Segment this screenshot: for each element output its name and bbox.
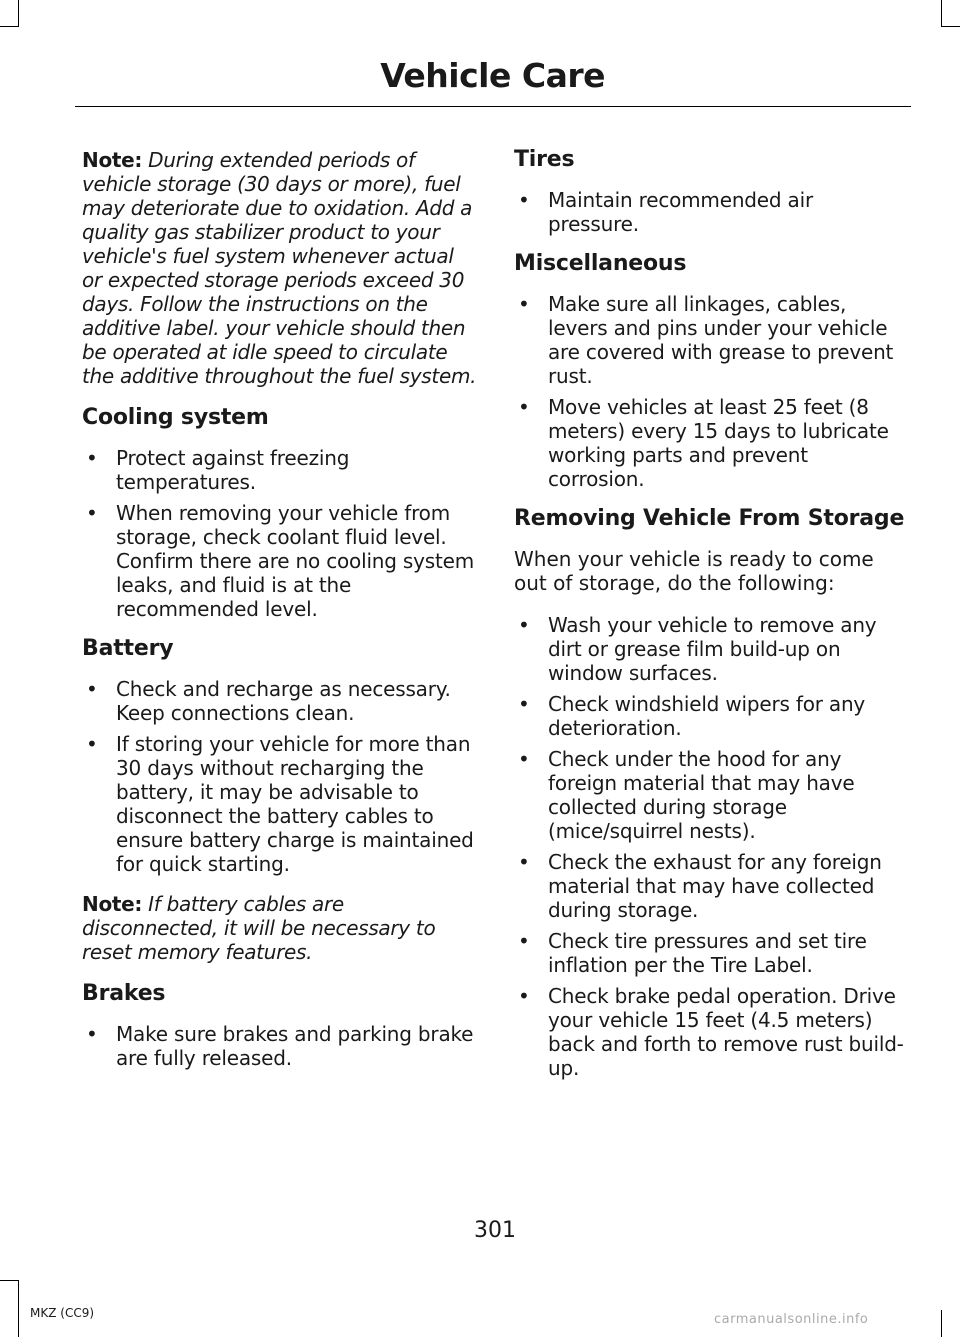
- list-item: • Make sure brakes and parking brake are fully released.: [86, 1022, 474, 1070]
- bullet-icon: •: [86, 677, 98, 701]
- removing-list: [514, 613, 909, 1080]
- tires-heading: Tires: [514, 147, 575, 172]
- page-number: 301: [474, 1218, 516, 1243]
- bullet-icon: •: [86, 501, 98, 525]
- list-item: • Move vehicles at least 25 feet (8 meters) every 15 days to lubricate working parts and prevent corrosion.: [518, 395, 889, 491]
- crop-mark-bottom-left-h: [0, 1280, 19, 1281]
- miscellaneous-heading: Miscellaneous: [514, 251, 687, 276]
- bullet-icon: •: [518, 747, 530, 771]
- tires-list: [514, 188, 909, 236]
- bullet-icon: •: [518, 850, 530, 874]
- bullet-icon: •: [86, 446, 98, 470]
- cooling-system-list: [82, 446, 477, 621]
- removing-intro: When your vehicle is ready to come out of storage, do the following:: [514, 547, 874, 595]
- bullet-icon: •: [518, 929, 530, 953]
- list-item: • Check tire pressures and set tire inflation per the Tire Label.: [518, 929, 867, 977]
- crop-mark-top-left-h: [0, 26, 19, 27]
- crop-mark-top-right-v: [941, 0, 942, 26]
- battery-list: [82, 677, 477, 876]
- note-label: Note:: [82, 148, 143, 172]
- left-column: [82, 148, 477, 1086]
- header-divider: [75, 106, 911, 107]
- note-label: Note:: [82, 892, 143, 916]
- cooling-system-heading: Cooling system: [82, 405, 269, 430]
- list-item: • If storing your vehicle for more than 30 days without recharging the battery, it may be advisable to disconnect the battery cables to ensure battery charge is maintained for quick starting.: [86, 732, 474, 876]
- bullet-icon: •: [86, 1022, 98, 1046]
- bullet-icon: •: [518, 984, 530, 1008]
- list-item: • Check under the hood for any foreign material that may have collected during storage (mice/squirrel nests).: [518, 747, 855, 843]
- bullet-icon: •: [518, 395, 530, 419]
- battery-note: [82, 892, 477, 964]
- bullet-icon: •: [518, 188, 530, 212]
- crop-mark-bottom-right-v: [941, 1310, 942, 1337]
- crop-mark-top-left-v: [18, 0, 19, 26]
- bullet-icon: •: [86, 732, 98, 756]
- bullet-icon: •: [518, 692, 530, 716]
- page-title: Vehicle Care: [380, 56, 605, 95]
- list-item: • Make sure all linkages, cables, levers and pins under your vehicle are covered with grease to prevent rust.: [518, 292, 894, 388]
- watermark: carmanualsonline.info: [714, 1312, 869, 1327]
- right-column: [514, 148, 909, 1096]
- list-item: • Wash your vehicle to remove any dirt or grease film build-up on window surfaces.: [518, 613, 877, 685]
- crop-mark-bottom-left-v: [18, 1280, 19, 1337]
- note-text: During extended periods of vehicle storage (30 days or more), fuel may deteriorate due to oxidation. Add a quality gas stabilizer product to your vehicle's fuel system whenever actual or expected storage periods exceed 30 days. Follow the instructions on the additive label. your vehicle should then be operated at idle speed to circulate the additive throughout the fuel system.: [82, 148, 477, 388]
- note-text: If battery cables are disconnected, it will be necessary to reset memory features.: [82, 892, 436, 964]
- list-item: • When removing your vehicle from storage, check coolant fluid level. Confirm there are no cooling system leaks, and fluid is at the recommended level.: [86, 501, 475, 621]
- crop-mark-top-right-h: [941, 26, 960, 27]
- removing-from-storage-heading: Removing Vehicle From Storage: [514, 506, 905, 531]
- model-code: MKZ (CC9): [30, 1306, 95, 1320]
- bullet-icon: •: [518, 613, 530, 637]
- miscellaneous-list: [514, 292, 909, 491]
- brakes-heading: Brakes: [82, 981, 166, 1006]
- list-item: • Protect against freezing temperatures.: [86, 446, 350, 494]
- battery-heading: Battery: [82, 636, 174, 661]
- list-item: • Check brake pedal operation. Drive your vehicle 15 feet (4.5 meters) back and forth to remove rust build-up.: [518, 984, 904, 1080]
- list-item: • Maintain recommended air pressure.: [518, 188, 813, 236]
- list-item: • Check the exhaust for any foreign material that may have collected during storage.: [518, 850, 882, 922]
- brakes-list: [82, 1022, 477, 1070]
- list-item: • Check and recharge as necessary. Keep connections clean.: [86, 677, 451, 725]
- list-item: • Check windshield wipers for any deterioration.: [518, 692, 866, 740]
- bullet-icon: •: [518, 292, 530, 316]
- storage-fuel-note: [82, 148, 477, 388]
